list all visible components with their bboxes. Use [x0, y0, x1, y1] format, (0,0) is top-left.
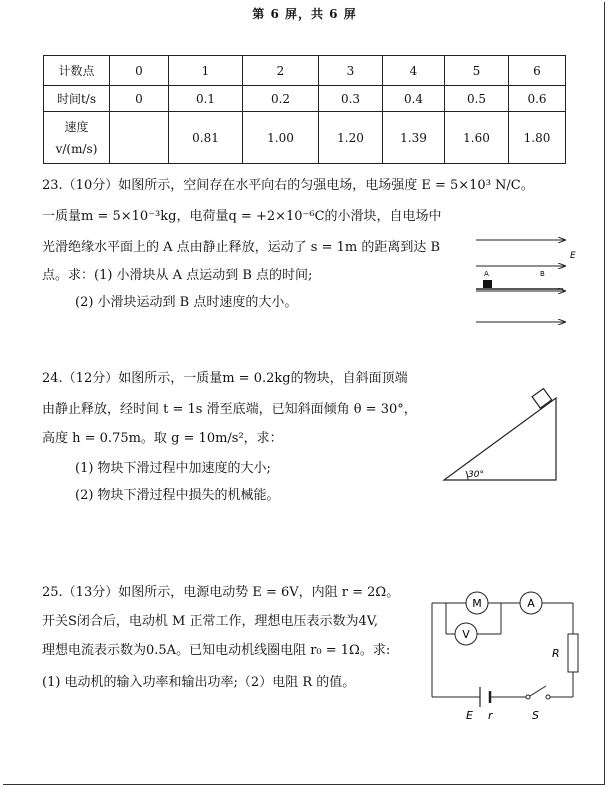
table-row: [44, 112, 566, 164]
angle-label: 30°: [468, 470, 484, 480]
table-cell: 1.00: [243, 112, 319, 164]
q25-line3: 理想电流表示数为0.5A。已知电动机线圈电阻 r₀ = 1Ω。求:: [42, 643, 391, 658]
table-cell: [110, 112, 169, 164]
table-cell: 2: [243, 56, 319, 86]
q23-line3: 光滑绝缘水平面上的 A 点由静止释放，运动了 s = 1m 的距离到达 B: [42, 240, 441, 255]
slider-block: [483, 280, 492, 288]
q25-line1: 25.（13分）如图所示，电源电动势 E = 6V，内阻 r = 2Ω。: [42, 585, 400, 600]
table-cell: 1.39: [383, 112, 445, 164]
table-cell: 1.20: [319, 112, 383, 164]
incline: [444, 398, 556, 480]
block: [532, 389, 552, 409]
label-e: E: [570, 251, 576, 261]
q24-line3: 高度 h = 0.75m。取 g = 10m/s²，求：: [42, 431, 283, 446]
table-row: [44, 56, 566, 86]
table-cell: 0: [110, 56, 169, 86]
q25-circuit: [426, 588, 586, 723]
table-cell: 1.60: [445, 112, 509, 164]
page-header: 第 6 屏，共 6 屏: [252, 7, 357, 21]
q23-line1: 23.（10分）如图所示，空间存在水平向右的匀强电场，电场强度 E = 5×10³ N/C。: [42, 178, 534, 193]
table-cell: 0.3: [319, 86, 383, 112]
label-a: A: [484, 270, 489, 278]
q23-line2: 一质量m = 5×10⁻³kg，电荷量q = +2×10⁻⁶C的小滑块，自电场中: [42, 209, 442, 224]
q24-line1: 24.（12分）如图所示，一质量m = 0.2kg的物块，自斜面顶端: [42, 371, 408, 386]
data-table: [43, 55, 566, 164]
table-row: [44, 86, 566, 112]
internal-r-label: r: [488, 709, 493, 722]
label-b: B: [540, 270, 545, 278]
table-cell: 1.80: [509, 112, 566, 164]
ammeter-label: A: [527, 597, 535, 610]
resistor-label: R: [552, 647, 560, 660]
table-cell: 0.81: [169, 112, 243, 164]
q24-line2: 由静止释放，经时间 t = 1s 滑至底端，已知斜面倾角 θ = 30°，: [42, 402, 417, 417]
motor-label: M: [472, 597, 482, 610]
q23-line4: 点。求：(1) 小滑块从 A 点运动到 B 点的时间;: [42, 268, 313, 283]
voltmeter-label: V: [462, 628, 470, 641]
table-cell: 0.1: [169, 86, 243, 112]
row-label: 速度 v/(m/s): [44, 112, 110, 164]
table-cell: 0.2: [243, 86, 319, 112]
q24-figure: [438, 388, 568, 488]
q24-line5: (2) 物块下滑过程中损失的机械能。: [75, 488, 280, 503]
table-cell: 0: [110, 86, 169, 112]
table-cell: 0.4: [383, 86, 445, 112]
table-cell: 0.5: [445, 86, 509, 112]
table-cell: 4: [383, 56, 445, 86]
emf-label: E: [466, 709, 473, 722]
switch-label: S: [532, 709, 539, 722]
q25-line2: 开关S闭合后，电动机 M 正常工作，理想电压表示数为4V,: [42, 614, 379, 629]
switch-icon: [530, 686, 546, 696]
table-cell: 5: [445, 56, 509, 86]
table-cell: 3: [319, 56, 383, 86]
resistor-icon: [568, 634, 578, 672]
q23-line5: (2) 小滑块运动到 B 点时速度的大小。: [75, 295, 298, 310]
q25-line4: (1) 电动机的输入功率和输出功率;（2）电阻 R 的值。: [42, 675, 356, 690]
q24-line4: (1) 物块下滑过程中加速度的大小;: [75, 461, 271, 476]
q23-figure: [468, 228, 588, 333]
table-cell: 6: [509, 56, 566, 86]
table-cell: 0.6: [509, 86, 566, 112]
row-label: 时间t/s: [44, 86, 110, 112]
table-cell: 1: [169, 56, 243, 86]
row-label: 计数点: [44, 56, 110, 86]
